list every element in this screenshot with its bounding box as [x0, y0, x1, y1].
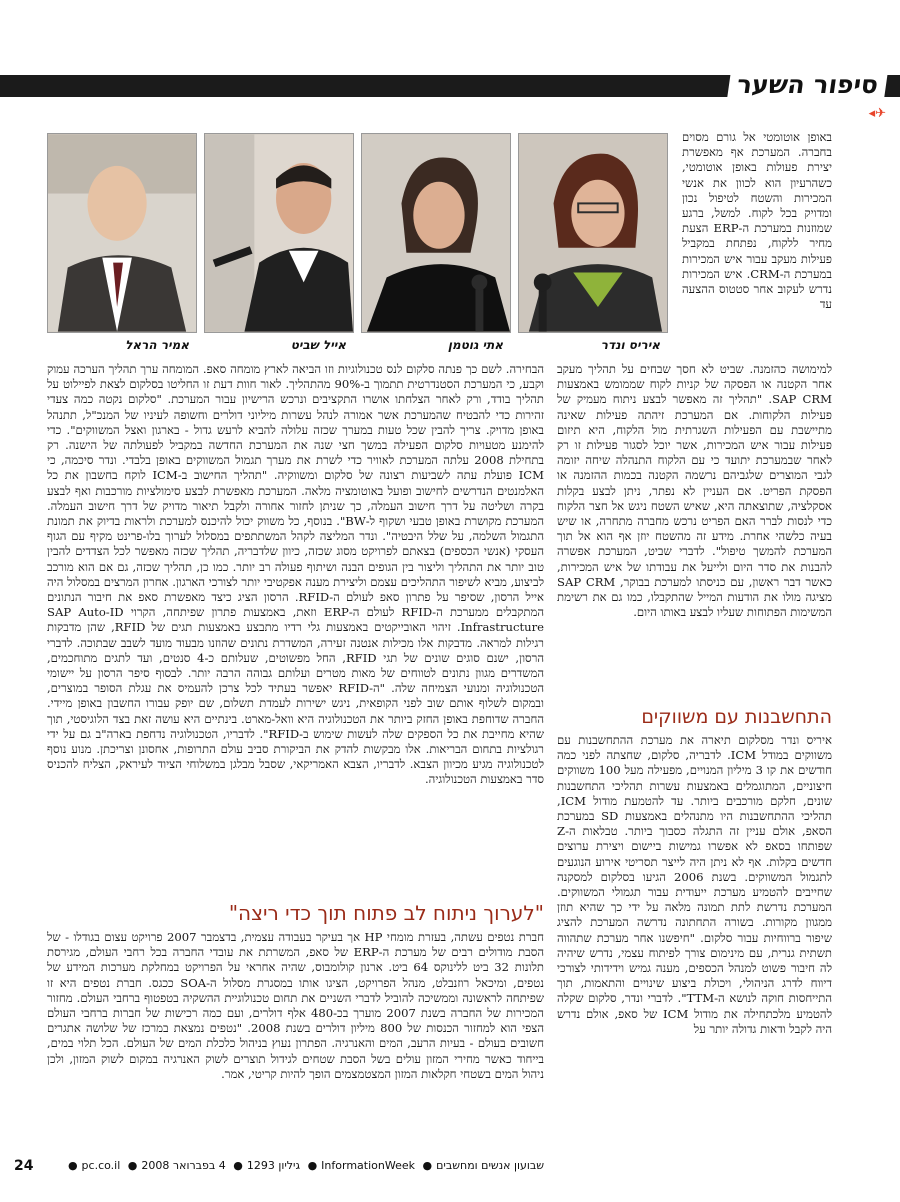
right-mid-column [557, 362, 832, 696]
footer-publication: שבועון אנשים ומחשבים [436, 1159, 544, 1172]
left-bottom-text: חברת נטפים עשתה, בעזרת מומחי HP אך בעיקר בעבודה עצמית, בדצמבר 2007 פרויקט עצום בגודלו - של הסבת מודולים רבים של מערכת ה-ERP של סאפ, המשרתת את עובדי החברה בכל רחבי העולם, מגירסת תלונות 32 ביט ללינוקס 64 ביט. ארנון קולומבוס, שהיה אחראי על הפרויקט במחלקת מערכות המידע של נטפים, ומיכאל רוזנבלט, מנהל הפרויקט, הציגו אותו במסגרת מסלול ה-SOA ככגס. חברת נטפים היא זו שפיתחה לראשונה וממשיכה להוביל לדברי השניים את תחום טכנולוגיית ההשקיה בטפטוף ברחבי העולם. מחזור המכירות של החברה בשנת 2007 מוערך בכ-480 אלף דולרים, ועם כמה רכישות של חברות ברחבי העולם הצפי הוא למחזור הכנסות של 800 מיליון דולרים בשנת 2008. "נטפים נמצאת במרכז של שלושה אתגרים חשובים בעולם - בעיות הרעב, המים והאנרגיה. הפתרון נעוץ בניהול כלכלת המים של העולם. הכל תלוי במים, בייחוד כאשר מחירי המזון עולים בשל הסבת שטחים לגידול תוצרים לשוק האנרגיה במקום לשוק המזון, ולכן ניהול המים בשטחי חקלאות המזון המצטמצמים הופך להיות קריטי, אמר. [47, 930, 544, 1081]
right-bottom-text: איריס ונדר מסלקום תיארה את מערכת ההתחשבנות עם משווקים במודל ICM. לדבריה, סלקום, שחצתה לפני כמה חודשים את קו 3 מיליון המנויים, מפעילה מעל 100 משווקים חיצוניים, המתוגמלים באמצעות עשרות תהליכי התחשבנות שונים, חלקם מורכבים ביותר. עד להטמעת מודול ICM, תהליכי ההתחשבנות היו מתנהלים באמצעות SD במערכת הסאפ, אולם עניין זה התגלה כסבוך ביותר. טבלאות ה-Z שפותחו בסאפ לא אפשרו גמישות ביישום ויצירת ערוצים חדשים בקלות. אף לא ניתן היה לייצר תסריטי אירוע הנוגעים לתגמול המשווקים. בשנת 2006 הגיעו בסלקום למסקנה שחייבים להטמיע מערכת ייעודית עבור תגמולי המשווקים. המערכת נדרשת לתת תמונה מלאה על ידי כך שהיא תוזן ממגוון מקורות. בשורה התחתונה נדרשה המערכת להציג שיפור ברווחיות עבור סלקום. "חיפשנו אחר מערכת שתהווה תשתית גנרית, עם מינימום צורך לפיתוח עצמי, נדרש שיהיה לה חיבור פשוט למנהל הכספים, מענה גמיש וידידותי לצורכי דיווח לדרג הניהולי, ויכולת ביצוע שינויים והתאמות, תוך התייחסות חוקה לנושא ה-TTM". לדברי ונדר, סלקום שקלה להטמיע מלכתחילה את מודול ICM של סאפ, אולם נדרש היה לקבל ודאות גדולה יותר על [557, 733, 832, 1036]
right-mid-text: למימושה כהזמנה. שביט לא חסך שבחים על תהליך מעקב אחר הקטנה או הפסקה של קניות לקוח שממומש באמצעות SAP CRM. "תהליך זה מאפשר לבצע ניתוח מעמיק של פעילות הלקוחות. אם המערכת זיהתה פעילות שאינה מתיישבת עם הפעילות השגרתית מול הלקוח, היא תיזום פעילות עבור איש המכירות, אשר יוכל לסגור פעילות זו רק לאחר שבמערכת יתועד כי עם הלקוח התנהלה שיחה יזומה לגבי המוצרים שלגביהם נרשמה הקטנה בכמות ההזמנה או הפסקת הפריט. אם העניין לא נפתר, ניתן לבצע בקלות אסקלציה, שתוצאתה היא, שאיש השטח ניגש אל חצר הלקוח כדי לנסות לברר האם הפריט נרכש מחברה מתחרה, או שיש בעיה כלשהי אחרת. מידע זה מהשטח יוזן אף הוא אל תוך המערכת להמשך טיפול". לדברי שביט, המערכת אפשרה להבנות את סדר היום ולייעל את עבודתו של איש המכירות, כאשר דבר ראשון, עם כניסתו למערכת בבוקר, SAP CRM מציגה מולו את הודעות המייל שהתקבלו, כמו גם את רשימת המשימות הפתוחות שעליו לבצע באותו היום. [557, 362, 832, 620]
portrait-amir-harel-image [48, 134, 196, 332]
left-top-text: הבחירה. לשם כך פנתה סלקום לנס טכנולוגיות וזו הביאה לארץ מומחה סאפ. המומחה ערך תהליך הערכה עמוק וקבע, כי המערכת הסטנדרטית תתמוך ב-90% מהתהליך. לאור חוות דעת זו החליטו בסלקום לצאת לפיילוט על תהליך בודד, ורק לאחר הצלחתו אושרו התקציבים ונרכש הרישיון עבור המערכת. "סלקום נקטה כמה צעדי זהירות כדי להבטיח שהמערכת אשר אמורה לנהל עשרות מיליוני דולרים וחשופה לעיניו של המנכ"ל, תתנהל באופן מדויק. צריך להבין שכל טעות במערך שכזה עלולה להביא לרעש גדול - בארגון ואצל המשווקים". כדי להימנע מטעויות סלקום הפעילה במשך חצי שנה את המערכת החדשה במקביל לפעולתה של הישנה. רק בתחילת 2008 עלתה המערכת לאוויר כדי לשרת את מערך תגמול המשווקים באופן בלבדי. ונדר סיכמה, כי ICM פועלת עתה לשביעות רצונה של סלקום ומשווקיה. "תהליך החישוב ב-ICM לוקח בחשבון את כל האלמנטים הנדרשים לחישוב ופועל באוטומציה מלאה. המערכת מאפשרת לבצע סימולציות מורכבות ואף לבצע בקרה ושליטה על דרך חישוב העמלה, כך שניתן לחזור אחורה ולקבל תיאור מדויק של דרך חישוב העמלה. המערכת מקושרת באופן טבעי ושקוף ל-BW". בנוסף, כל משווק יכול להיכנס למערכת ולראות בדיוק את תמונת התגמול השלמה, על שלל היבטיה". ונדר המליצה לקהל המשתתפים במסלול לערוך בלו-פרינט מקיף עם הגוף העסקי (אנשי הכספים) בצאתם לפרויקט מסוג שכזה, כיוון שלדבריה, תהליך שכזה מאפשר לכל הצדדים להבין טוב יותר את התהליך וליצור בין הגופים הבנה ושיתוף פעולה רב יותר. כמו כן, תהליך שכזה, גם אם הוא מורכב לביצוע, מביא לשיפור התהליכים עצמם וליצירת מענה אפקטיבי יותר לצורכי הארגון. אחרון המרצים במסלול היה אייל הרסון, שסיפר על פתרון סאפ לעולם ה-RFID. הרסון הציג כיצד מאפשרת סאפ את חיבור הנתונים המתקבלים ממערכת ה-RFID לעולם ה-ERP וזאת, באמצעות פתרון שפיתחה, הקרוי SAP Auto-ID Infrastructure. זיהוי האובייקטים באמצעות גלי רדיו מתבצע באמצעות תגים של RFID, שהן מדבקות רגילות למראה. מדבקות אלו מכילות אנטנה זעירה, המשדרת נתונים שהוזנו מבעוד מועד לשבב שבתוכה. לדברי הרסון, ישנם סוגים שונים של תגי RFID, החל מפשוטים, שעלותם כ-4 סנטים, ועד לתגים מתוחכמים, המשדרים מגוון נתונים לטווחים של מאות מטרים ועלותם גבוהה הרבה יותר. לבסוף סיפר הרסון על יישומי הטכנולוגיה ומנועי הצמיחה שלה. "ה-RFID יאפשר בעתיד לכל צרכן להעמיס את עגלת הסופר במוצרים, ובמקום לשלוף אותם שוב לפני הקופאית, ניגש ישירות לעמדת תשלום, שם יופק עבורו החשבון באופן מיידי. החברה שדוחפת באופן החזק ביותר את הטכנולוגיה היא וואל-מארט. בינתיים היא עושה זאת בצד הלוגיסטי, תוך שהיא מחייבת את כל הספקים שלה לעשות שימוש ב-RFID". לדבריו, הטכנולוגיה נדחפת בארה"ב גם על ידי רגולציות בתחום הבריאות. אלו מבקשות להדק את הביקורת סביב עולם התרופות, אחסונן וצריכתן. מנוע נוסף לטכנולוגיה מגיע מכיוון הצבא. לדבריו, הצבא האמריקאי, שסבל מבלגן במשלוחי הציוד לעיראק, הצליח להכניס סדר באמצעות הטכנולוגיה. [47, 362, 544, 787]
right-heading: התחשבנות עם משווקים [641, 706, 832, 728]
portrait-iris-vander-image [519, 134, 667, 332]
portrait-eyal-shavit-image [205, 134, 353, 332]
section-arrow-icon: ◂✈ [868, 106, 886, 121]
caption-eti-gutman: אתי גוטמן [447, 338, 503, 352]
portrait-eti-gutman-image [362, 134, 510, 332]
footer-magazine: InformationWeek [321, 1159, 415, 1172]
right-top-text: באופן אוטומטי אל גורם מסוים בחברה. המערכת אף מאפשרת יצירת פעולות באופן אוטומטי, כשהרעיון הוא לכוון את אנשי המכירות והשטח לטיפול נכון ומדויק בכל לקוח. למשל, ברגע שמוזנות במערכת ה-ERP הצעת מחיר ללקוח, נפתחת במקביל פעילות מעקב עבור איש המכירות במערכת ה-CRM. איש המכירות נדרש לעקוב אחר סטטוס ההצעה עד [682, 130, 832, 312]
footer-issue: גיליון 1293 [246, 1159, 301, 1172]
footer-date: 4 בפברואר 2008 [141, 1159, 226, 1172]
left-bottom-column [47, 930, 544, 1130]
caption-amir-harel: אמיר הראל [125, 338, 189, 352]
right-bottom-column [557, 733, 832, 1141]
caption-iris-vander: איריס ונדר [600, 338, 660, 352]
photo-eyal-shavit [204, 133, 354, 333]
footer [0, 1156, 900, 1180]
footer-site[interactable]: pc.co.il [81, 1159, 121, 1172]
photo-amir-harel [47, 133, 197, 333]
left-top-column [47, 362, 544, 892]
photo-iris-vander [518, 133, 668, 333]
left-heading: "לערוך ניתוח לב פתוח תוך כדי ריצה" [228, 901, 544, 925]
footer-info: שבועון אנשים ומחשבים● InformationWeek● גיליון 1293● 4 בפברואר 2008● pc.co.il● [67, 1159, 544, 1172]
section-title: סיפור השער [727, 70, 888, 100]
photo-eti-gutman [361, 133, 511, 333]
caption-eyal-shavit: אייל שביט [290, 338, 346, 352]
right-top-column [682, 130, 832, 363]
page-number: 24 [14, 1158, 34, 1174]
